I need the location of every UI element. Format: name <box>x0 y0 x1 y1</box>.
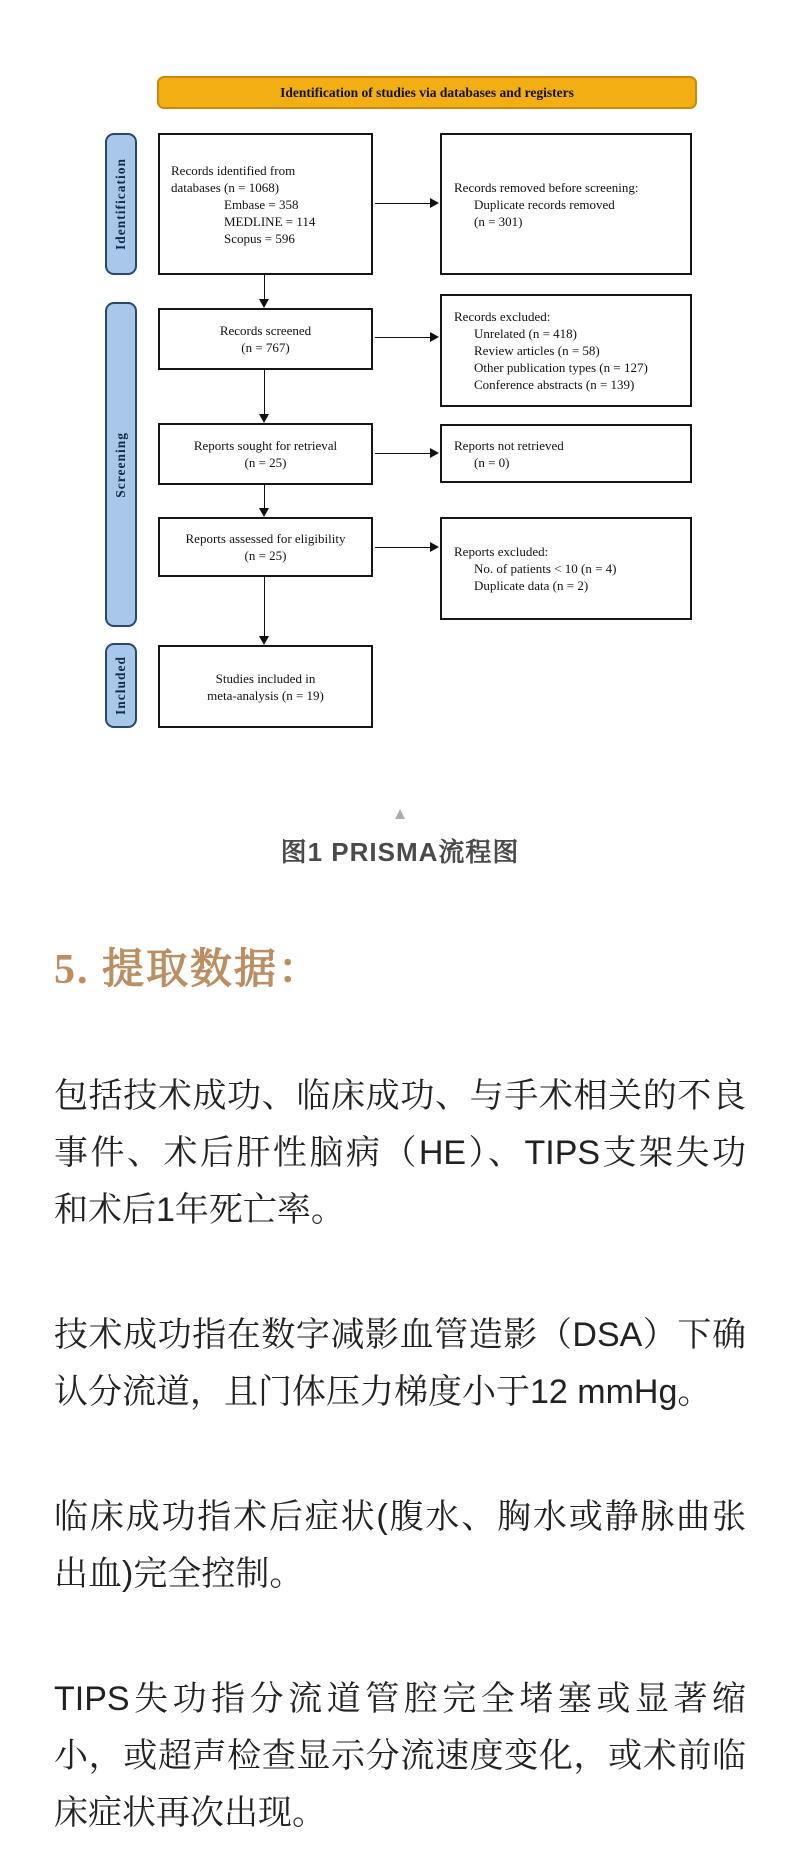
body-line: 临床成功指术后症状(腹水、胸水或静脉曲张 <box>54 1498 746 1536</box>
body-line: TIPS失功指分流道管腔完全堵塞或显著缩 <box>54 1680 746 1718</box>
box-line: Records identified from <box>171 162 296 178</box>
box-line: meta-analysis (n = 19) <box>207 687 324 703</box>
box-line: Embase = 358 <box>224 196 299 212</box>
box-line: Reports not retrieved <box>454 437 564 453</box>
figure-caption: 图1 PRISMA流程图 <box>280 837 520 867</box>
body-line: 包括技术成功、临床成功、与手术相关的不良 <box>54 1077 746 1115</box>
stage-label-text: Included <box>113 655 128 716</box>
box-line: (n = 25) <box>244 548 287 563</box>
box-line: Records screened <box>219 323 312 338</box>
box-line: Records removed before screening: <box>454 179 639 195</box>
body-line: 和术后1年死亡率。 <box>54 1191 345 1229</box>
box-line: Duplicate data (n = 2) <box>474 578 589 593</box>
box-line: Duplicate records removed <box>474 196 615 212</box>
box-line: No. of patients < 10 (n = 4) <box>474 561 617 576</box>
paragraph-outcomes <box>54 1068 746 1239</box>
paragraph-clinical-success <box>54 1489 746 1603</box>
prisma-flow-diagram <box>0 0 800 760</box>
stage-label-screening <box>105 302 137 627</box>
paragraph-technical-success <box>54 1307 746 1421</box>
box-line: Reports excluded: <box>454 544 549 559</box>
box-reports-sought <box>158 423 373 485</box>
body-line: 认分流道，且门体压力梯度小于12 mmHg。 <box>54 1373 712 1411</box>
box-line: Records excluded: <box>454 309 551 324</box>
stage-label-text: Identification <box>113 157 128 250</box>
box-line: Review articles (n = 58) <box>474 343 600 358</box>
box-line: MEDLINE = 114 <box>224 213 316 229</box>
triangle-up-icon: ▲ <box>391 804 409 823</box>
body-line: 出血)完全控制。 <box>54 1555 304 1593</box>
box-line: (n = 301) <box>474 213 523 229</box>
box-records-excluded <box>440 294 692 407</box>
box-line: (n = 0) <box>474 454 510 470</box>
box-reports-excluded <box>440 517 692 620</box>
body-line: 事件、术后肝性脑病（HE）、TIPS支架失功 <box>54 1134 746 1172</box>
stage-label-text: Screening <box>113 431 128 498</box>
article-body <box>54 1068 746 1875</box>
box-records-screened <box>158 308 373 370</box>
box-reports-assessed <box>158 517 373 577</box>
box-studies-included <box>158 645 373 728</box>
box-line: Reports sought for retrieval <box>193 438 338 453</box>
box-line: databases (n = 1068) <box>171 179 280 195</box>
box-line: Conference abstracts (n = 139) <box>474 377 635 392</box>
body-line: 技术成功指在数字减影血管造影（DSA）下确 <box>54 1316 746 1354</box>
section-heading: 5. 提取数据： <box>54 947 323 993</box>
box-line: Reports assessed for eligibility <box>185 531 346 546</box>
paragraph-tips-failure <box>54 1671 746 1842</box>
box-line: Unrelated (n = 418) <box>474 326 577 341</box>
box-line: Other publication types (n = 127) <box>474 360 648 375</box>
body-line: 小，或超声检查显示分流速度变化，或术前临 <box>54 1737 746 1775</box>
diagram-header-banner: Identification of studies via databases and registers <box>157 76 697 109</box>
stage-label-identification <box>105 133 137 275</box>
box-reports-not-retrieved <box>440 424 692 483</box>
body-line: 床症状再次出现。 <box>54 1794 326 1832</box>
box-line: (n = 767) <box>241 340 290 355</box>
box-line: Scopus = 596 <box>224 230 295 246</box>
box-line: (n = 25) <box>244 455 287 470</box>
box-records-removed <box>440 133 692 275</box>
box-records-identified <box>158 133 373 275</box>
box-line: Studies included in <box>215 670 316 686</box>
stage-label-included <box>105 643 137 728</box>
